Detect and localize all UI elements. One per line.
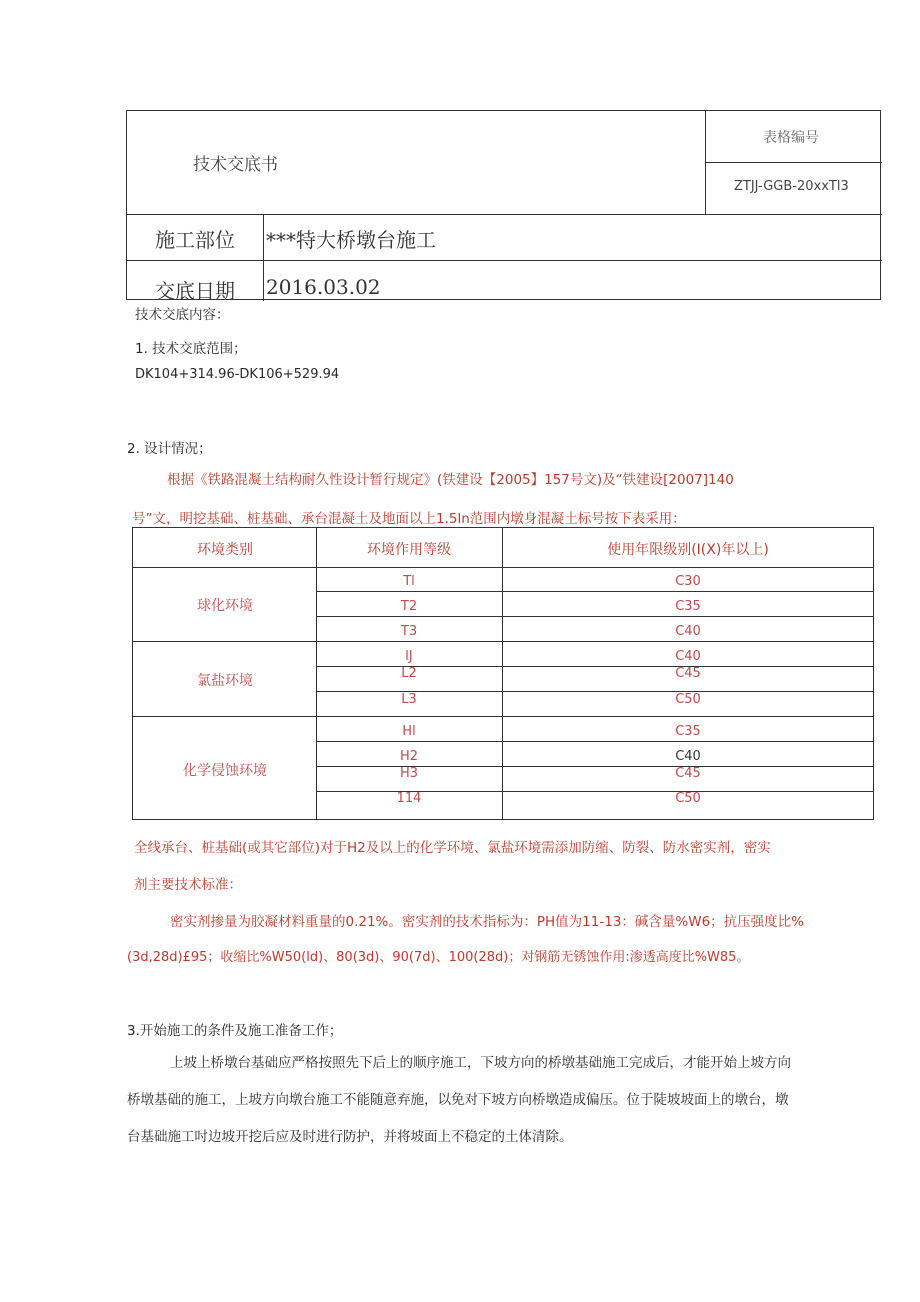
date-value: 2016.03.02 [266,275,381,299]
divider [705,162,882,163]
content-heading: 技术交底内容： [135,307,230,323]
table-cell-class: C35 [675,599,701,614]
divider [133,716,874,717]
divider [316,741,874,742]
environment-grade-table [132,527,874,820]
table-header: 环境类别 [197,542,253,558]
divider [316,666,874,667]
section-2-heading: 2. 设计情况； [127,441,212,457]
section-1-heading: 1. 技术交底范围； [135,341,247,357]
divider [316,591,874,592]
divider [316,528,317,820]
table-cell-class: C50 [675,791,701,806]
divider [127,260,882,261]
table-cell-class: C35 [675,724,701,739]
section-3-heading: 3.开始施工的条件及施工准备工作； [127,1023,343,1039]
location-label: 施工部位 [155,228,235,252]
section-2-paragraph-line: 密实剂掺量为胶凝材料重量的0.21%。密实剂的技术指标为：PH值为11-13：碱含量%W6；抗压强度比% [170,914,804,930]
section-3-paragraph-line: 上坡上桥墩台基础应严格按照先下后上的顺序施工，下坡方向的桥墩基础施工完成后，才能开始上坡方向 [170,1055,791,1071]
section-3-paragraph-line: 桥墩基础的施工，上坡方向墩台施工不能随意弃施，以免对下坡方向桥墩造成偏压。位于陡坡坡面上的墩台，墩 [127,1092,789,1108]
table-cell-grade: T2 [400,599,418,614]
table-cell-class: C45 [675,766,701,781]
table-cell-grade: L2 [401,666,417,681]
table-cell-grade: 114 [396,791,422,806]
table-category: 球化环境 [197,598,253,614]
header-table [126,110,881,303]
form-no-value: ZTJJ-GGB-20xxTl3 [734,179,849,194]
section-1-range: DK104+314.96-DK106+529.94 [135,367,340,382]
location-value: ***特大桥墩台施工 [266,228,436,252]
divider [133,567,874,568]
table-category: 化学侵蚀环境 [183,763,267,779]
divider [316,616,874,617]
divider [133,641,874,642]
table-cell-grade: lJ [405,649,413,664]
divider [316,691,874,692]
date-label: 交底日期 [155,279,235,303]
section-2-paragraph-line: 剂主要技术标准： [134,877,242,893]
divider [502,528,503,820]
table-category: 氯盐环境 [197,673,253,689]
table-header: 使用年限级别(I(X)年以上) [607,542,769,558]
form-no-label: 表格编号 [763,130,819,146]
divider [263,214,264,301]
divider [127,214,882,215]
doc-title: 技术交底书 [193,155,278,175]
section-2-paragraph-line: 号”文，明挖基础、桩基础、承台混凝土及地面以上1.5ln范围内墩身混凝土标号按下表采用： [132,511,686,527]
table-cell-grade: Tl [403,574,415,589]
table-cell-class: C40 [675,649,701,664]
table-cell-class: C45 [675,666,701,681]
section-2-paragraph-line: (3d,28d)£95；收缩比%W50(ld)、80(3d)、90(7d)、100(28d)；对钢筋无锈蚀作用:渗透高度比%W85。 [127,950,750,965]
section-3-paragraph-line: 台基础施工吋边坡开挖后应及时进行防护，并将坡面上不稳定的土体清除。 [127,1129,573,1145]
table-cell-grade: H3 [399,766,419,781]
section-2-paragraph-line: 全线承台、桩基础(或其它部位)对于H2及以上的化学环境、氯盐环境需添加防缩、防裂、防水密实剂，密实 [134,840,771,856]
section-2-paragraph-line: 根据《铁路混凝土结构耐久性设计暂行规定》(铁建设【2005】157号文)及“铁建设[2007]140 [167,472,734,488]
table-header: 环境作用等级 [367,542,451,558]
table-cell-class: C30 [675,574,701,589]
table-cell-class: C50 [675,692,701,707]
table-cell-grade: Hl [402,724,416,739]
table-cell-grade: L3 [401,692,417,707]
table-cell-class: C40 [675,624,701,639]
table-cell-grade: H2 [399,749,419,764]
table-cell-grade: T3 [400,624,418,639]
table-cell-class: C40 [675,749,701,764]
